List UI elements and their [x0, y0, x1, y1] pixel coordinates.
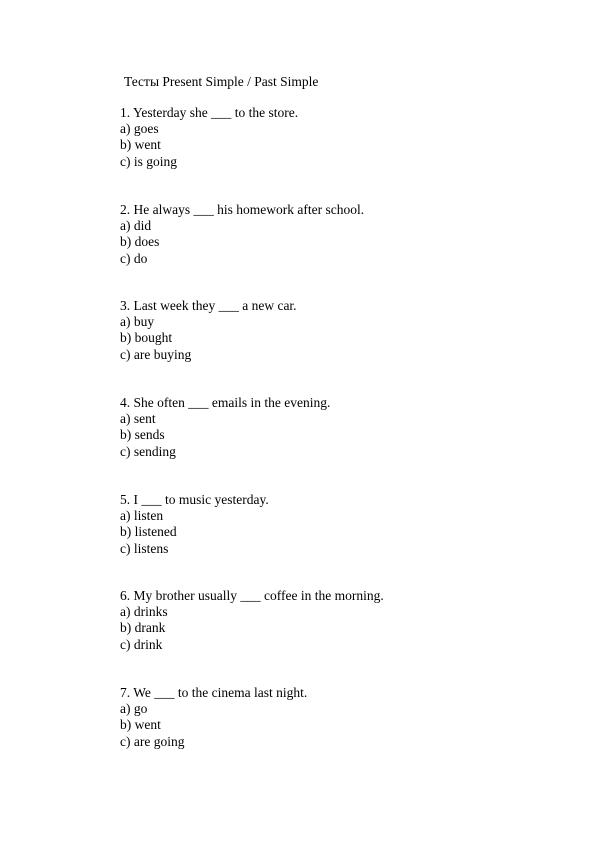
- option-a: a) buy: [120, 314, 155, 330]
- option-b: b) bought: [120, 330, 173, 346]
- option-c: c) do: [120, 250, 148, 266]
- option-b: b) listened: [120, 524, 177, 540]
- question-3: [120, 298, 540, 363]
- question-2: [120, 202, 540, 267]
- question-text: 6. My brother usually ___ coffee in the morning.: [120, 588, 384, 603]
- question-text: 2. He always ___ his homework after school.: [120, 202, 365, 217]
- option-c: c) drink: [120, 636, 163, 652]
- document-title: Тесты Present Simple / Past Simple: [124, 74, 319, 89]
- option-c: c) is going: [120, 153, 177, 169]
- option-c: c) are going: [120, 733, 185, 749]
- option-c: c) listens: [120, 540, 169, 556]
- question-text: 3. Last week they ___ a new car.: [120, 298, 297, 313]
- option-a: a) drinks: [120, 604, 168, 620]
- question-text: 7. We ___ to the cinema last night.: [120, 685, 308, 700]
- question-7: [120, 685, 540, 750]
- option-a: a) goes: [120, 121, 159, 137]
- question-5: [120, 492, 540, 557]
- option-a: a) sent: [120, 411, 156, 427]
- option-a: a) listen: [120, 508, 164, 524]
- option-b: b) sends: [120, 427, 165, 443]
- option-a: a) did: [120, 218, 152, 234]
- question-text: 4. She often ___ emails in the evening.: [120, 395, 331, 410]
- option-b: b) went: [120, 137, 161, 153]
- question-1: [120, 105, 540, 170]
- option-c: c) sending: [120, 443, 176, 459]
- question-4: [120, 395, 540, 460]
- option-b: b) went: [120, 717, 161, 733]
- question-6: [120, 588, 540, 653]
- option-c: c) are buying: [120, 346, 192, 362]
- option-a: a) go: [120, 701, 148, 717]
- option-b: b) drank: [120, 620, 166, 636]
- question-text: 1. Yesterday she ___ to the store.: [120, 105, 299, 120]
- question-text: 5. I ___ to music yesterday.: [120, 492, 269, 507]
- option-b: b) does: [120, 234, 160, 250]
